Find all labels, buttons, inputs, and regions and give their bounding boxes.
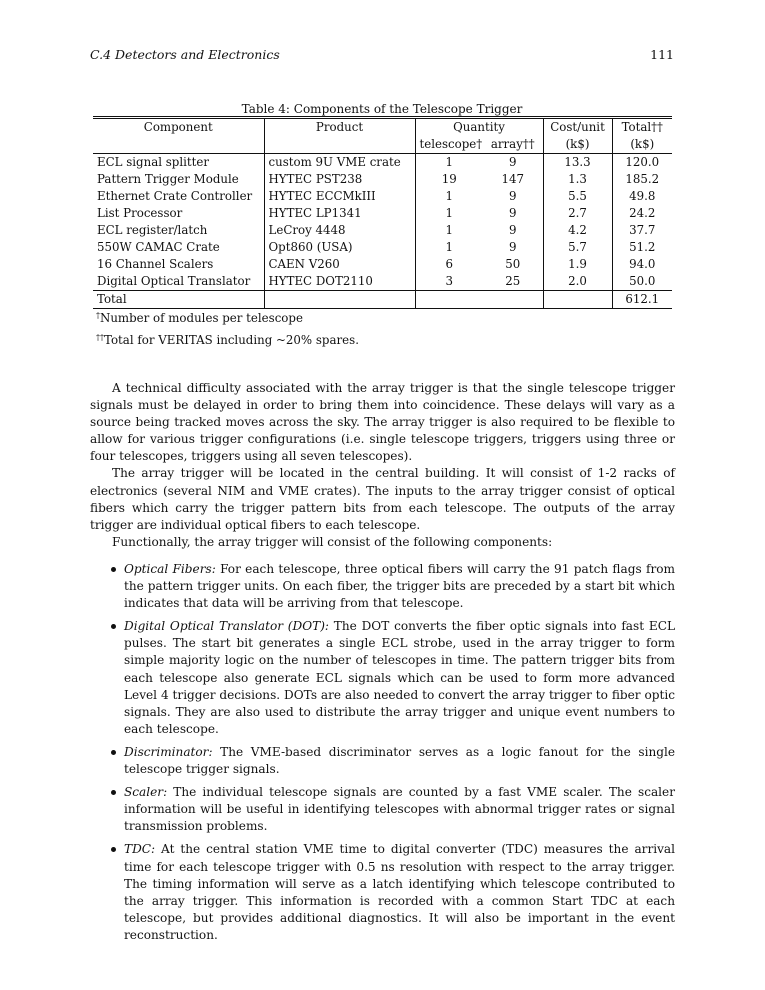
- cell-total: 120.0: [625, 155, 660, 169]
- item-text: At the central station VME time to digital converter (TDC) measures the arrival time for each telescope trigger with 0.5 ns resolution with respect to the array trigger. The timing information will serve as a latch identifying which telescope contributed to the array trigger. This information is recorded with a common Start TDC at each telescope, but provides additional diagnostics. It will also be important in the event reconstruction.: [124, 842, 675, 942]
- bullet-icon: [111, 847, 116, 852]
- cell-component: Ethernet Crate Controller: [93, 188, 264, 205]
- cell-product: HYTEC PST238: [264, 171, 415, 188]
- cell-qty-telescope: 1: [445, 206, 453, 220]
- cell-cost-unit: 1.3: [543, 171, 612, 188]
- footnote: [96, 328, 656, 350]
- bullet-icon: [111, 624, 116, 629]
- cell-qty-array: 9: [483, 188, 543, 205]
- header-cost-units: (k$): [543, 136, 612, 154]
- header-cost-unit: Cost/unit: [543, 118, 612, 137]
- cell-total: 37.7: [629, 223, 656, 237]
- item-text: The DOT converts the fiber optic signals into fast ECL pulses. The start bit generates a single ECL strobe, used in the array trigger to form simple majority logic on the number of telescopes in time. The pattern trigger bits from each telescope also generate ECL signals which can be used to form more advanced Level 4 trigger decisions. DOTs are also needed to convert the array trigger to fiber optic signals. They are also used to distribute the array trigger and unique event numbers to each telescope.: [124, 619, 675, 736]
- cell-component: Digital Optical Translator: [93, 273, 264, 291]
- body-text: [90, 380, 675, 551]
- item-term: TDC:: [124, 842, 156, 857]
- cell-cost-unit: 5.5: [543, 188, 612, 205]
- cell-qty-telescope: 1: [445, 155, 453, 169]
- cell-product: HYTEC ECCMkIII: [264, 188, 415, 205]
- table-row: [93, 222, 672, 239]
- paragraph: A technical difficulty associated with the array trigger is that the single telescope trigger signals must be delayed in order to bring them into coincidence. These delays will vary as a source being tracked moves across the sky. The array trigger is also required to be flexible to allow for various trigger configurations (i.e. single telescope triggers, triggers using three or four telescopes, triggers using all seven telescopes).: [90, 381, 675, 464]
- list-item: [90, 618, 675, 738]
- cell-qty-array: 147: [483, 171, 543, 188]
- item-term: Digital Optical Translator (DOT):: [124, 619, 329, 634]
- paragraph: The array trigger will be located in the central building. It will consist of 1-2 racks of electronics (several NIM and VME crates). The inputs to the array trigger consist of optical fibers which carry the trigger pattern bits from each telescope. The outputs of the array trigger are individual optical fibers to each telescope.: [90, 466, 675, 532]
- footnote-mark: ††: [96, 333, 104, 342]
- cell-component: List Processor: [93, 205, 264, 222]
- table-subheader-row: [93, 136, 672, 154]
- cell-qty-telescope: 6: [445, 257, 453, 271]
- cell-cost-unit: 2.7: [543, 205, 612, 222]
- cell-total: 94.0: [629, 257, 656, 271]
- list-item: [90, 744, 675, 778]
- cell-total: 24.2: [629, 206, 656, 220]
- table-row: [93, 205, 672, 222]
- cell-qty-array: 9: [483, 239, 543, 256]
- cell-qty-array: 50: [483, 256, 543, 273]
- item-text: For each telescope, three optical fibers will carry the 91 patch flags from the pattern trigger units. On each fiber, the trigger bits are preceded by a start bit which indicates that data will be arriving from that telescope.: [124, 562, 675, 611]
- paragraph: Functionally, the array trigger will consist of the following components:: [112, 534, 553, 549]
- header-total-units: (k$): [612, 136, 672, 154]
- table-row: [93, 154, 672, 172]
- cell-qty-array: 9: [483, 154, 543, 172]
- cell-product: HYTEC DOT2110: [264, 273, 415, 291]
- cell-qty-array: 9: [483, 222, 543, 239]
- footnote-text: Total for VERITAS including ~20% spares.: [104, 333, 359, 347]
- table-header-row: [93, 118, 672, 137]
- table-body: [93, 154, 672, 291]
- cell-product: HYTEC LP1341: [264, 205, 415, 222]
- cell-total: 185.2: [625, 172, 660, 186]
- table-caption: Table 4: Components of the Telescope Trigger: [241, 102, 523, 116]
- cell-total: 51.2: [629, 240, 656, 254]
- cell-product: Opt860 (USA): [264, 239, 415, 256]
- cell-qty-telescope: 1: [445, 223, 453, 237]
- component-list: [90, 561, 675, 950]
- page-number: 111: [650, 47, 674, 62]
- list-item: [90, 784, 675, 835]
- table-row: [93, 171, 672, 188]
- cell-cost-unit: 4.2: [543, 222, 612, 239]
- bullet-icon: [111, 567, 116, 572]
- cell-product: LeCroy 4448: [264, 222, 415, 239]
- bullet-icon: [111, 750, 116, 755]
- item-term: Scaler:: [124, 785, 168, 800]
- cell-qty-array: 25: [483, 273, 543, 291]
- cell-component: Pattern Trigger Module: [93, 171, 264, 188]
- table-row: [93, 273, 672, 291]
- list-item: [90, 561, 675, 612]
- footnote-mark: †: [96, 311, 100, 320]
- table-row: [93, 256, 672, 273]
- cell-qty-array: 9: [483, 205, 543, 222]
- cell-component: 16 Channel Scalers: [93, 256, 264, 273]
- cell-cost-unit: 13.3: [543, 154, 612, 172]
- cell-total: 50.0: [629, 274, 656, 288]
- cell-component: 550W CAMAC Crate: [93, 239, 264, 256]
- cell-qty-telescope: 3: [445, 274, 453, 288]
- item-text: The individual telescope signals are counted by a fast VME scaler. The scaler information will be useful in identifying telescopes with abnormal trigger rates or signal transmission problems.: [124, 785, 675, 834]
- list-item: [90, 841, 675, 944]
- cell-total: 49.8: [629, 189, 656, 203]
- footnote: [96, 306, 656, 328]
- subheader-blank: [93, 136, 264, 154]
- cell-cost-unit: 5.7: [543, 239, 612, 256]
- table-row: [93, 239, 672, 256]
- cell-qty-telescope: 19: [441, 172, 457, 186]
- table-row: [93, 188, 672, 205]
- item-term: Discriminator:: [124, 744, 213, 759]
- cell-qty-telescope: 1: [445, 189, 453, 203]
- item-text: The VME-based discriminator serves as a logic fanout for the single telescope trigger signals.: [124, 744, 675, 777]
- cell-cost-unit: 1.9: [543, 256, 612, 273]
- cell-qty-telescope: 1: [445, 240, 453, 254]
- cell-cost-unit: 2.0: [543, 273, 612, 291]
- total-label: Total: [93, 291, 264, 309]
- header-total: Total††: [612, 118, 672, 137]
- header-array: array††: [483, 136, 543, 154]
- cell-component: ECL register/latch: [93, 222, 264, 239]
- table-footnotes: [96, 306, 656, 350]
- cell-product: CAEN V260: [264, 256, 415, 273]
- header-product: Product: [264, 118, 415, 137]
- components-table: [93, 116, 672, 309]
- cell-component: ECL signal splitter: [93, 154, 264, 172]
- header-component: Component: [93, 118, 264, 137]
- footnote-text: Number of modules per telescope: [100, 311, 303, 325]
- running-header: [90, 47, 674, 65]
- header-telescope: telescope†: [415, 136, 483, 154]
- header-quantity: Quantity: [415, 118, 543, 137]
- subheader-blank: [264, 136, 415, 154]
- section-title: C.4 Detectors and Electronics: [90, 47, 280, 62]
- item-term: Optical Fibers:: [124, 562, 216, 576]
- cell-product: custom 9U VME crate: [264, 154, 415, 172]
- total-value: 612.1: [612, 291, 672, 309]
- bullet-icon: [111, 790, 116, 795]
